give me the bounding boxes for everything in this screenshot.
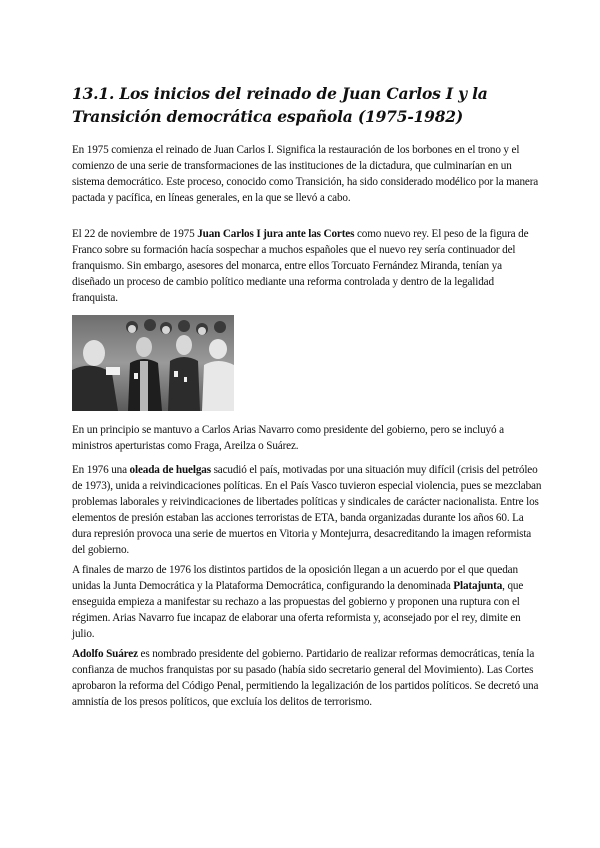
text-span: , que enseguida empieza a manifestar su rechazo a las propuestas del gobierno y proponen una ruptura con el régimen. Arias Navarro fue incapaz de elaborar una oferta reformista y, aconsejado por el rey, dimite en julio. [72, 579, 524, 640]
highlight-strikes: oleada de huelgas [129, 464, 211, 476]
paragraph-strikes [72, 463, 542, 558]
text-span: como nuevo rey. El peso de la figura de Franco sobre su formación hacía sospechar a muchos españoles que el nuevo rey sería continuador del franquismo. Sin embargo, asesores del monarca, entre ellos Torcuato Fernández Miranda, tenían ya diseñado un proceso de cambio político mediante una reforma controlada y dentro de la legalidad franquista. [72, 228, 529, 304]
highlight-oath: Juan Carlos I jura ante las Cortes [197, 228, 355, 240]
page-title: 13.1. Los inicios del reinado de Juan Carlos I y la Transición democrática española (1975-1982) [72, 84, 488, 126]
paragraph-platajunta [72, 563, 542, 643]
highlight-suarez: Adolfo Suárez [72, 648, 138, 660]
paragraph-reign-start: En 1975 comienza el reinado de Juan Carlos I. Significa la restauración de los borbones en el trono y el comienzo de una serie de transformaciones de las instituciones de la dictadura, que culminarían en un sistema democrático. Este proceso, conocido como Transición, ha sido considerado modélico por la manera pactada y pacífica, en líneas generales, en la que se llevó a cabo. [72, 144, 539, 204]
text-span: es nombrado presidente del gobierno. Partidario de realizar reformas democráticas, tenía la confianza de muchos franquistas por su pasado (había sido secretario general del Movimiento). Las Cortes aprobaron la reforma del Código Penal, permitiendo la legalización de los partidos políticos. Se decretó una amnistía de los presos políticos, que excluía los delitos de terrorismo. [72, 648, 539, 708]
text-span: En 1976 una [72, 464, 130, 476]
text-span: sacudió el país, motivadas por una situación muy difícil (crisis del petróleo de 1973), unida a reivindicaciones políticas. En el País Vasco tuvieron especial violencia, pues se mezclaban problemas laborales y reivindicaciones de libertades políticas y sindicales de carácter nacionalista. Entre los elementos de presión estaban las acciones terroristas de ETA, banda organizadas durante los años 60. La dura represión provoca una serie de muertos en Vitoria y Montejurra, desacreditando la imagen reformista del gobierno. [72, 464, 542, 556]
paragraph-oath [72, 227, 542, 307]
paragraph-arias-navarro: En un principio se mantuvo a Carlos Arias Navarro como presidente del gobierno, pero se incluyó a ministros aperturistas como Fraga, Areilza o Suárez. [72, 424, 504, 452]
text-span: El 22 de noviembre de 1975 [72, 228, 198, 240]
highlight-platajunta: Platajunta [453, 579, 503, 592]
paragraph-suarez [72, 647, 542, 711]
oath-photo-image [72, 315, 234, 411]
text-span: A finales de marzo de 1976 los distintos partidos de la oposición llegan a un acuerdo por el que quedan unidas la Junta Democrática y la Plataforma Democrática, configurando la denominada [72, 564, 518, 592]
oath-photo [72, 315, 234, 411]
